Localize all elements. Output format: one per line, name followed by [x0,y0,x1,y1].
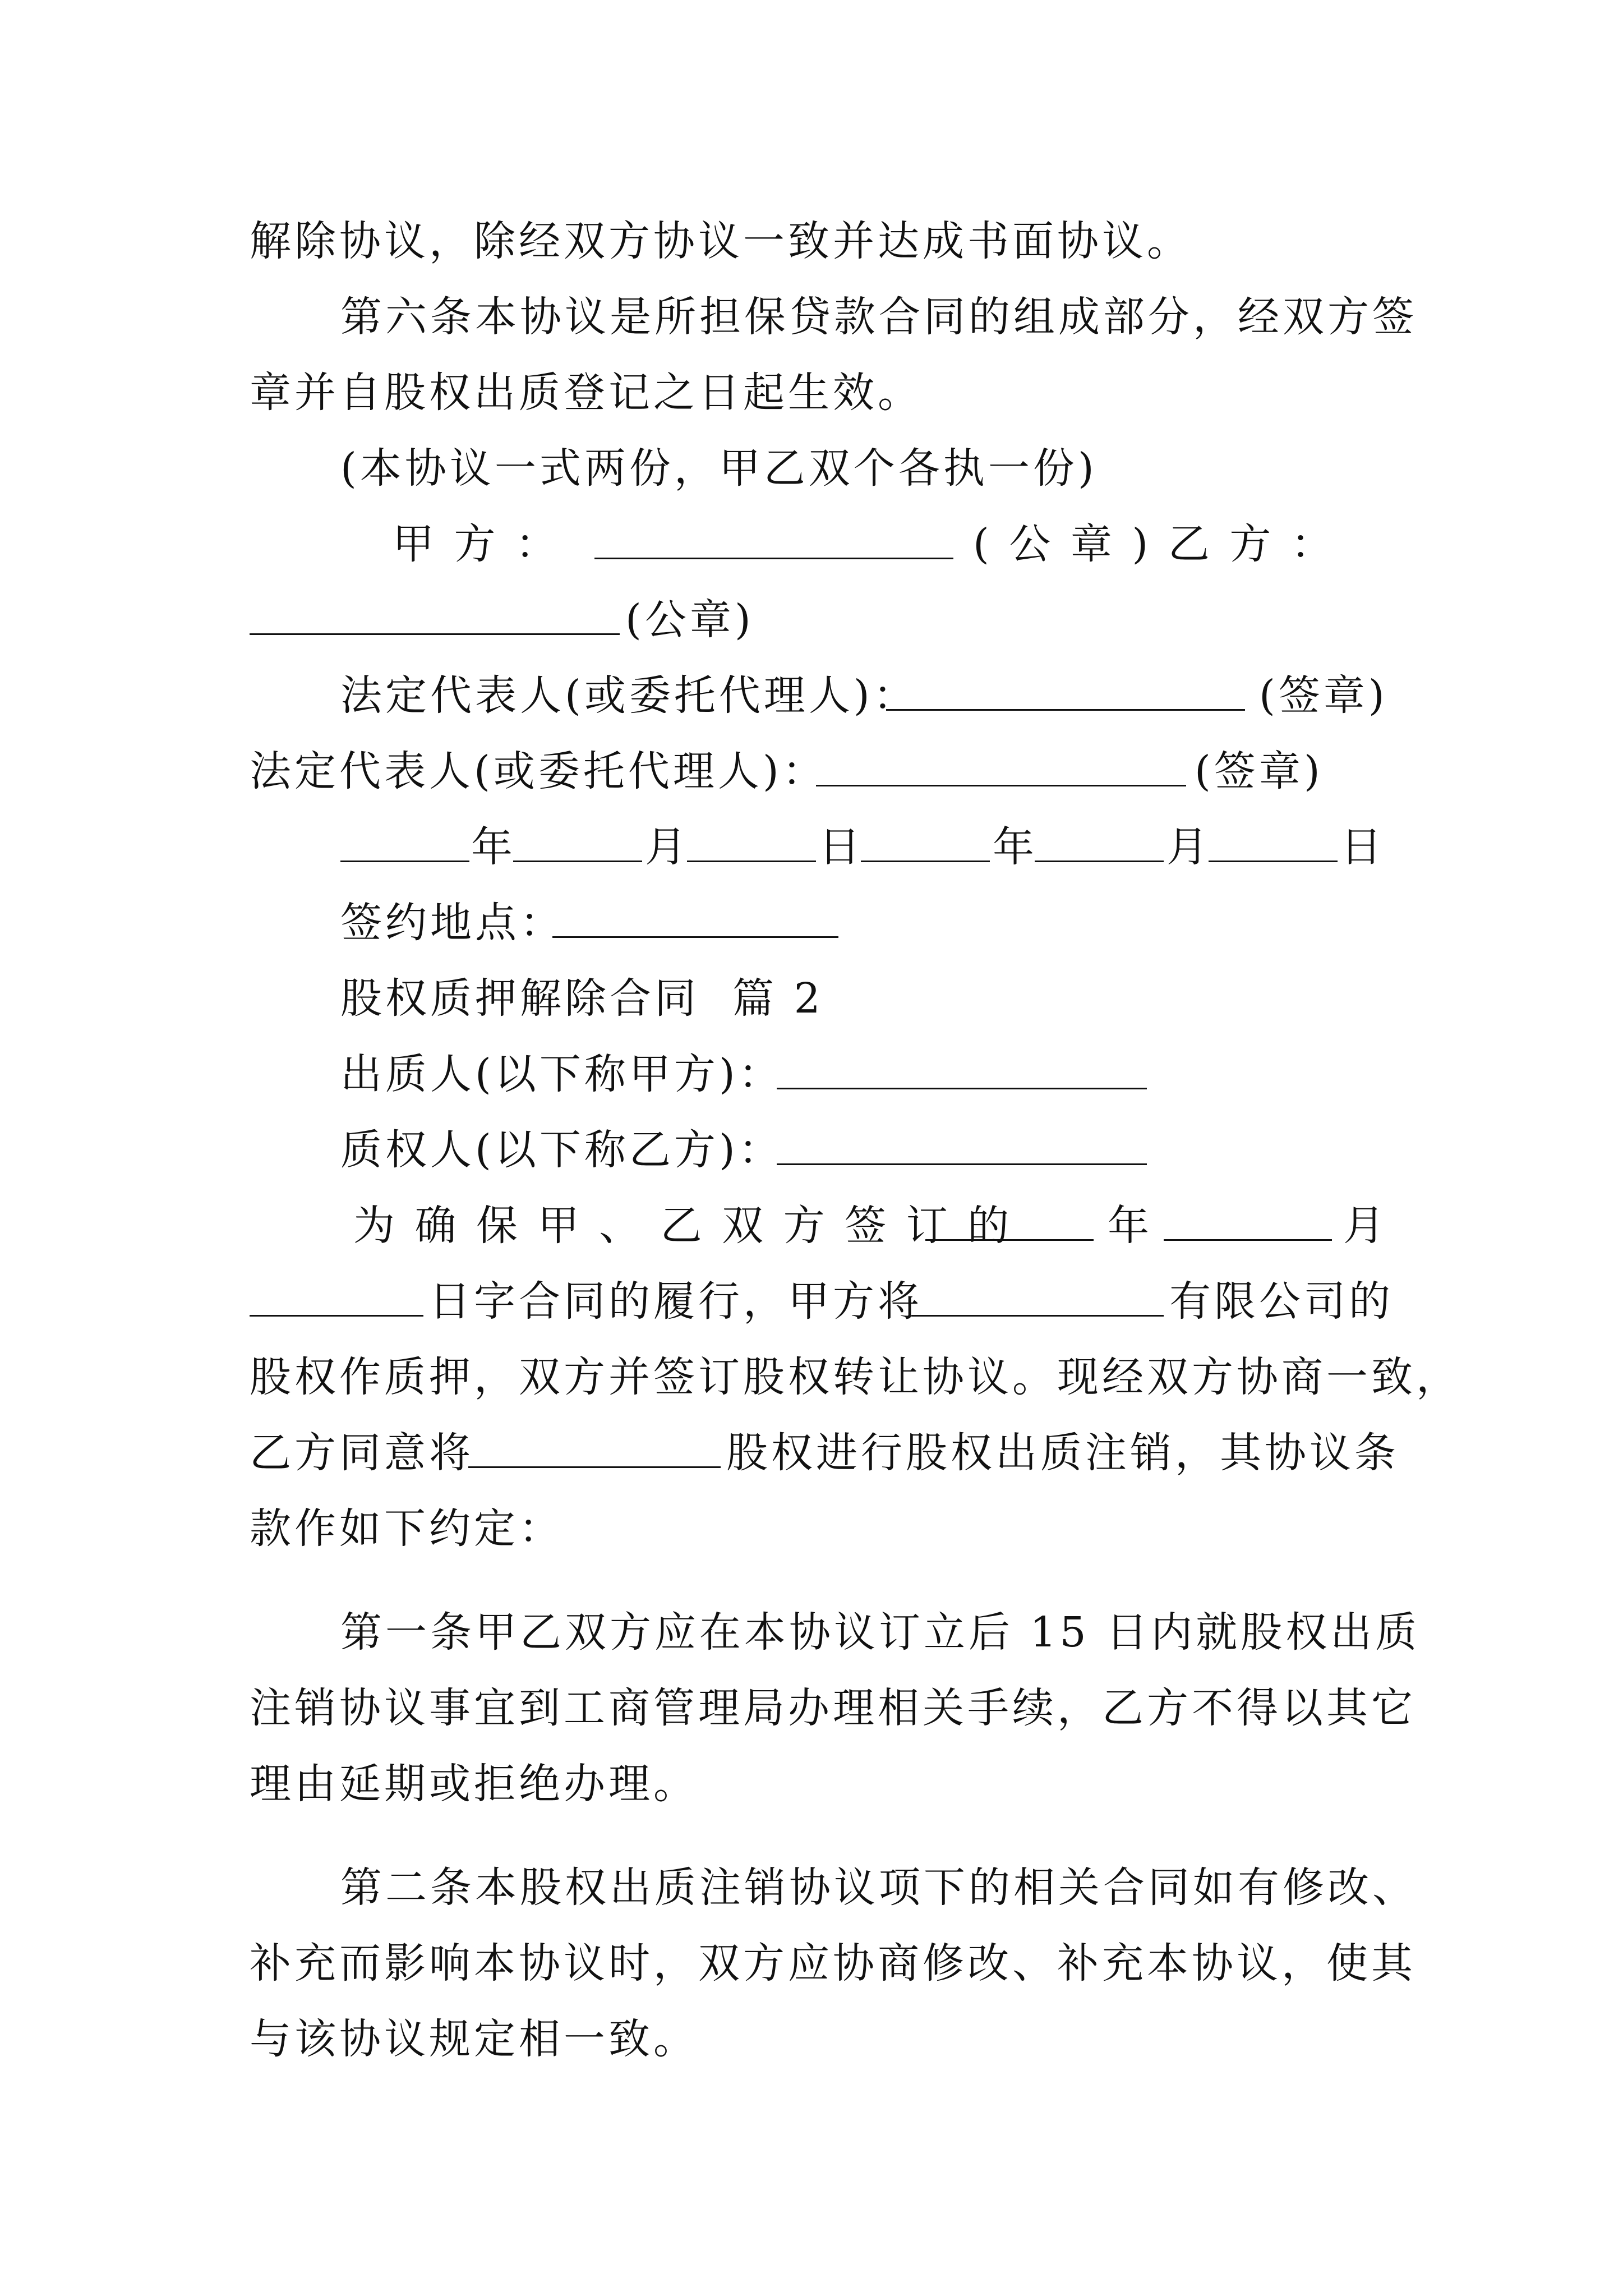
date-month-label: 月 [1166,823,1211,871]
text-line: 为 确 保 甲 、 乙 双 方 签 订 的 [353,1202,1013,1250]
text-line: 款作如下约定： [250,1504,564,1553]
blank-line [594,516,953,572]
blank-line [925,1198,1094,1254]
text-line: 注销协议事宜到工商管理局办理相关手续，乙方不得以其它 [250,1684,1416,1732]
text-line: 日字合同的履行，甲方将 [429,1277,923,1326]
text-line: 年 [1108,1202,1152,1250]
blank-line [513,819,642,875]
legal-rep-label: 法定代表人(或委托代理人)： [340,671,918,720]
text-line: 补充而影响本协议时，双方应协商修改、补充本协议，使其 [250,1939,1416,1987]
blank-line [886,668,1245,724]
blank-line [552,895,838,951]
seal-label: (公章) [625,596,754,644]
text-line: 股权进行股权出质注销，其协议条 [726,1429,1399,1477]
date-year-label: 年 [471,823,516,871]
blank-line [816,743,1186,799]
date-day-label: 日 [1340,823,1385,871]
blank-line [468,1425,721,1481]
blank-line [250,592,620,648]
date-year-label: 年 [993,823,1038,871]
party-a-label: 甲 方 ： [393,520,561,568]
legal-rep-label: 法定代表人(或委托代理人)： [250,747,827,795]
pledgee-label: 质权人(以下称乙方)： [340,1126,783,1174]
text-line: 有限公司的 [1169,1277,1394,1326]
text-line: 股权作质押，双方并签订股权转让协议。现经双方协商一致， [250,1353,1461,1401]
blank-line [777,1046,1147,1102]
blank-line [250,1273,423,1329]
blank-line [1035,819,1164,875]
date-month-label: 月 [645,823,690,871]
blank-line [340,819,469,875]
signature-label: (签章) [1259,671,1388,720]
text-line: 第六条本协议是所担保贷款合同的组成部分，经双方签 [340,293,1417,341]
section-heading: 股权质押解除合同 篇 2 [340,974,824,1023]
signing-place-label: 签约地点： [340,899,565,947]
text-line: (本协议一式两份，甲乙双个各执一份) [340,444,1098,493]
signature-label: (签章) [1195,747,1324,795]
text-line: 解除协议，除经双方协议一致并达成书面协议。 [250,217,1192,265]
text-line: 第二条本股权出质注销协议项下的相关合同如有修改、 [340,1864,1417,1912]
text-line: 理由延期或拒绝办理。 [250,1760,698,1808]
text-line: 月 [1343,1202,1388,1250]
blank-line [687,819,816,875]
seal-party-b-label: ( 公 章 ) 乙 方 ： [973,520,1336,568]
blank-line [1164,1198,1332,1254]
text-line: 章并自股权出质登记之日起生效。 [250,369,923,417]
text-line: 乙方同意将 [250,1429,474,1477]
pledgor-label: 出质人(以下称甲方)： [340,1050,783,1098]
text-line: 第一条甲乙双方应在本协议订立后 15 日内就股权出质 [340,1608,1421,1657]
date-day-label: 日 [819,823,864,871]
blank-line [861,819,990,875]
blank-line [911,1273,1164,1329]
blank-line [1209,819,1338,875]
text-line: 与该协议规定相一致。 [250,2015,698,2063]
blank-line [777,1122,1147,1178]
